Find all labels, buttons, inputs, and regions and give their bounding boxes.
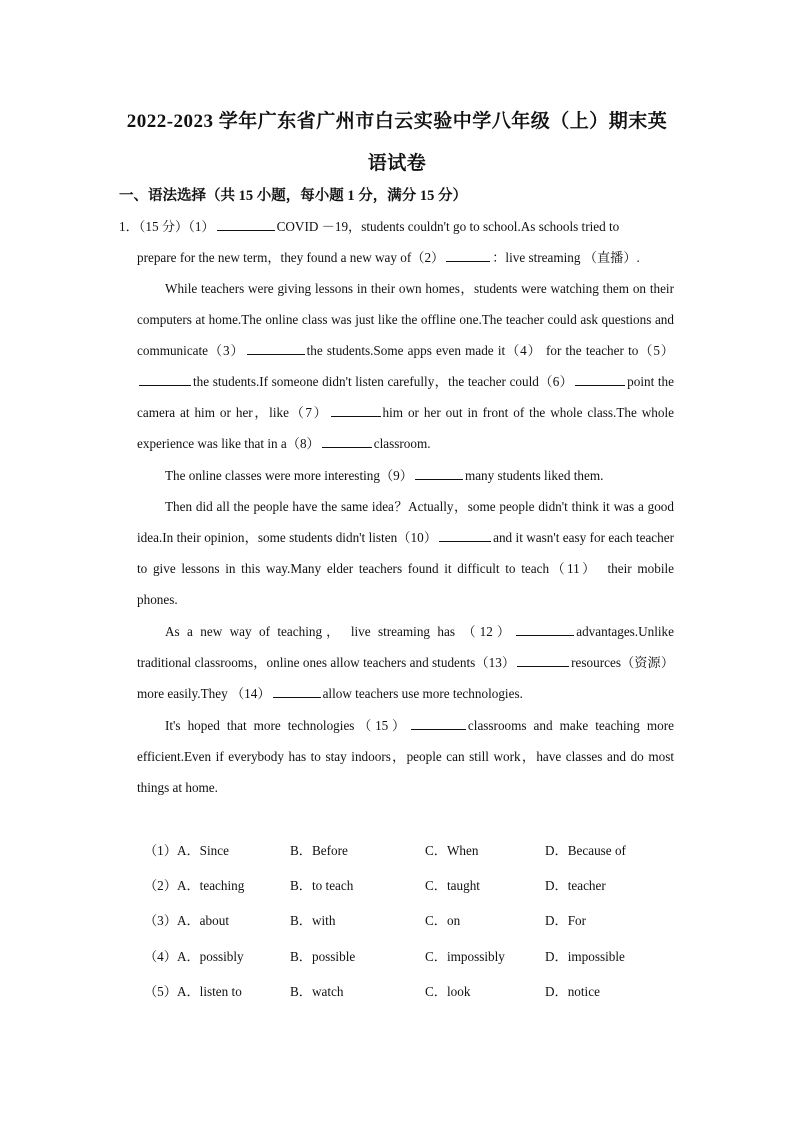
option-5d[interactable]: D．notice bbox=[545, 983, 600, 999]
paragraph-6: It's hoped that more technologies（15） classrooms and make teaching more efficient.Even if everybody has to stay indoors，people can still work，have classes and do most things at home. bbox=[137, 718, 674, 796]
blank-3[interactable] bbox=[247, 342, 305, 355]
section-heading: 一、语法选择（共 15 小题，每小题 1 分，满分 15 分） bbox=[119, 188, 467, 204]
option-4c[interactable]: C．impossibly bbox=[425, 948, 505, 964]
p2-c: for the teacher to（5） bbox=[545, 343, 674, 359]
option-5a[interactable]: （5）A．listen to bbox=[144, 983, 242, 999]
page-title-line-2: 语试卷 bbox=[367, 153, 427, 174]
blank-5[interactable] bbox=[139, 373, 191, 386]
blank-15[interactable] bbox=[411, 717, 466, 730]
option-5b[interactable]: B．watch bbox=[290, 983, 344, 999]
blank-12[interactable] bbox=[516, 623, 574, 636]
option-1d[interactable]: D．Because of bbox=[545, 843, 626, 858]
option-4d[interactable]: D．impossible bbox=[545, 948, 625, 964]
option-1c[interactable]: C．When bbox=[425, 843, 479, 858]
paragraph-2: While teachers were giving lessons in their own homes，students were watching them on their computers at home.The online class was just like the offline one.The teacher could ask questions and communicate（3） the students.Some apps even made it（4） for the teacher to（5）the students.If someone didn't listen carefully，the teacher could（6） point the camera at him or her，like（7） him or her out in front of the whole class.The whole experience was like that in a（8） classroom. bbox=[137, 281, 674, 452]
option-2d[interactable]: D．teacher bbox=[545, 878, 606, 894]
blank-2[interactable] bbox=[446, 249, 490, 262]
blank-8[interactable] bbox=[322, 435, 372, 448]
option-2b[interactable]: B．to teach bbox=[290, 878, 354, 894]
option-3a[interactable]: （3）A．about bbox=[144, 913, 229, 929]
option-4a[interactable]: （4）A．possibly bbox=[144, 948, 244, 964]
blank-13[interactable] bbox=[517, 654, 569, 667]
question-number: 1．（15 分）（1） bbox=[119, 219, 215, 234]
blank-14[interactable] bbox=[273, 685, 321, 698]
option-4b[interactable]: B．possible bbox=[290, 948, 356, 964]
option-3c[interactable]: C．on bbox=[425, 913, 461, 929]
option-1a[interactable]: （1）A．Since bbox=[144, 843, 229, 858]
option-3b[interactable]: B．with bbox=[290, 913, 336, 929]
blank-1[interactable] bbox=[217, 218, 275, 231]
paragraph-4: Then did all the people have the same idea？Actually，some people didn't think it was a good idea.In their opinion，some students didn't listen（10） and it wasn't easy for each teacher to give lessons in this way.Many elder teachers found it difficult to teach（11） their mobile phones. bbox=[137, 499, 675, 608]
option-2a[interactable]: （2）A．teaching bbox=[144, 878, 245, 894]
paragraph-1: 1．（15 分）（1） COVID －19，students couldn't go to school.As schools tried to prepare for the new term，they found a new way of（2） ：live streaming （直播）. bbox=[119, 219, 640, 266]
option-5c[interactable]: C．look bbox=[425, 983, 471, 999]
option-3d[interactable]: D．For bbox=[545, 913, 587, 929]
blank-7[interactable] bbox=[331, 404, 381, 417]
blank-6[interactable] bbox=[575, 373, 625, 386]
blank-10[interactable] bbox=[439, 529, 491, 542]
option-1b[interactable]: B．Before bbox=[290, 843, 348, 858]
paragraph-3: The online classes were more interesting（9） many students liked them. bbox=[165, 468, 604, 483]
paragraph-5: As a new way of teaching， live streaming has （12） advantages.Unlike traditional classrooms，online ones allow teachers and students（13） resources（资源） more easily.They （14） allow teachers use more technologies. bbox=[137, 624, 675, 702]
option-2c[interactable]: C．taught bbox=[425, 878, 480, 894]
blank-9[interactable] bbox=[415, 467, 463, 480]
page-title-line-1: 2022-2023 学年广东省广州市白云实验中学八年级（上）期末英 bbox=[126, 111, 668, 132]
